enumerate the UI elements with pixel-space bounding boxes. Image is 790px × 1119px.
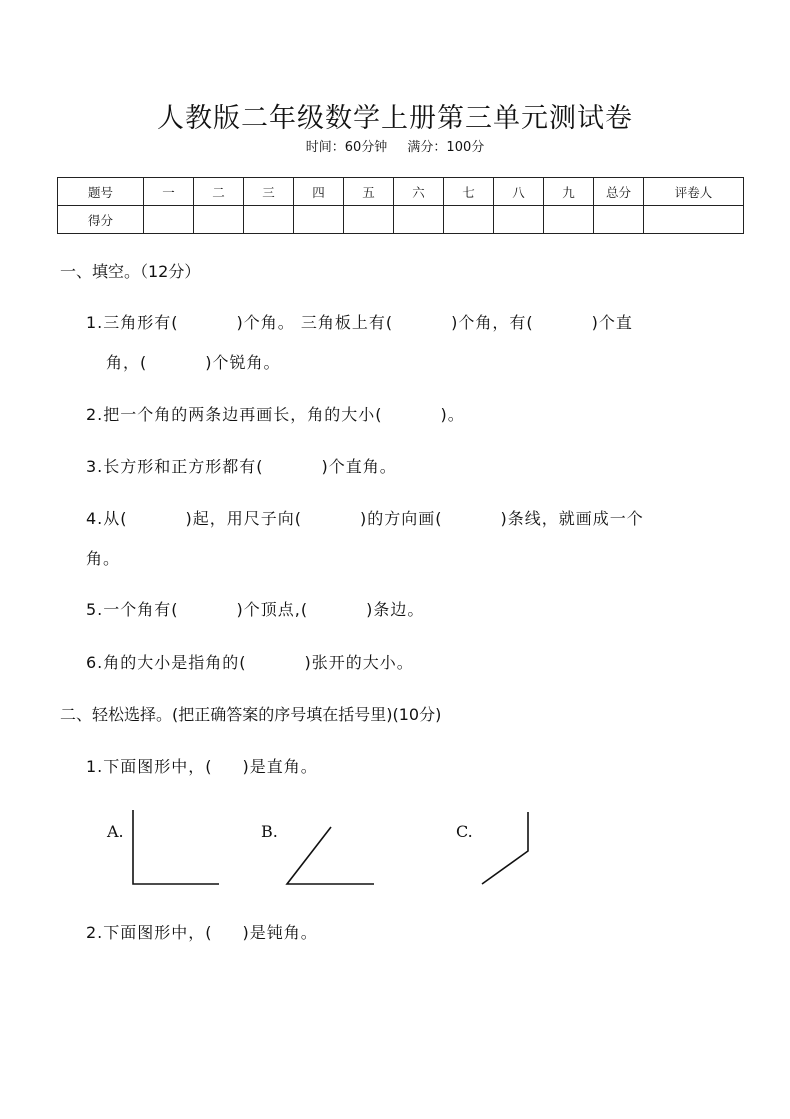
question-text: )个直 [591, 313, 633, 332]
question-1-4-cont: 角。 [86, 549, 121, 568]
question-text: 2.下面图形中，( [86, 923, 213, 942]
question-text: )条边。 [366, 600, 425, 619]
header-cell: 四 [294, 178, 344, 206]
question-text: 6.角的大小是指角的( [86, 653, 247, 672]
header-cell: 六 [394, 178, 444, 206]
header-cell: 三 [244, 178, 294, 206]
header-cell: 一 [144, 178, 194, 206]
question-text: )个直角。 [321, 457, 397, 476]
header-cell: 七 [444, 178, 494, 206]
question-text: 角，( [106, 353, 148, 372]
question-text: )起，用尺子向( [185, 509, 303, 528]
question-text: 3.长方形和正方形都有( [86, 457, 264, 476]
question-2-2 [86, 920, 318, 943]
page-title: 人教版二年级数学上册第三单元测试卷 [157, 103, 633, 134]
figure-a-right-angle [133, 810, 219, 884]
header-cell: 总分 [594, 178, 644, 206]
question-text: 5.一个角有( [86, 600, 179, 619]
header-cell: 八 [494, 178, 544, 206]
header-cell: 题号 [58, 178, 144, 206]
question-text: )是钝角。 [242, 923, 318, 942]
figure-c-obtuse-angle [482, 812, 528, 884]
time-limit: 时间：60分钟 [305, 140, 388, 155]
section2-heading: 二、轻松选择。(把正确答案的序号填在括号里)(10分) [60, 705, 442, 724]
question-text: 1.下面图形中，( [86, 757, 213, 776]
question-text: )条线，就画成一个 [500, 509, 644, 528]
question-text: )个顶点,( [236, 600, 309, 619]
option-c-label: C. [456, 822, 473, 841]
row-label: 得分 [58, 206, 144, 234]
header-cell: 评卷人 [644, 178, 744, 206]
question-text: 1.三角形有( [86, 313, 179, 332]
header-cell: 五 [344, 178, 394, 206]
section1-heading: 一、填空。（12分） [60, 262, 201, 281]
header-cell: 二 [194, 178, 244, 206]
option-b-label: B. [261, 822, 278, 841]
question-text: )张开的大小。 [304, 653, 414, 672]
question-text: )个角，有( [451, 313, 534, 332]
question-text: )的方向画( [360, 509, 443, 528]
question-text: 2.把一个角的两条边再画长，角的大小( [86, 405, 383, 424]
figure-b-acute-angle [287, 827, 374, 884]
question-text: )是直角。 [242, 757, 318, 776]
question-text: )个锐角。 [205, 353, 281, 372]
option-a-label: A. [107, 822, 124, 841]
question-text: 4.从( [86, 509, 128, 528]
full-score: 满分：100分 [407, 140, 485, 155]
question-text: )个角。 三角板上有( [236, 313, 394, 332]
question-text: )。 [440, 405, 465, 424]
header-cell: 九 [544, 178, 594, 206]
